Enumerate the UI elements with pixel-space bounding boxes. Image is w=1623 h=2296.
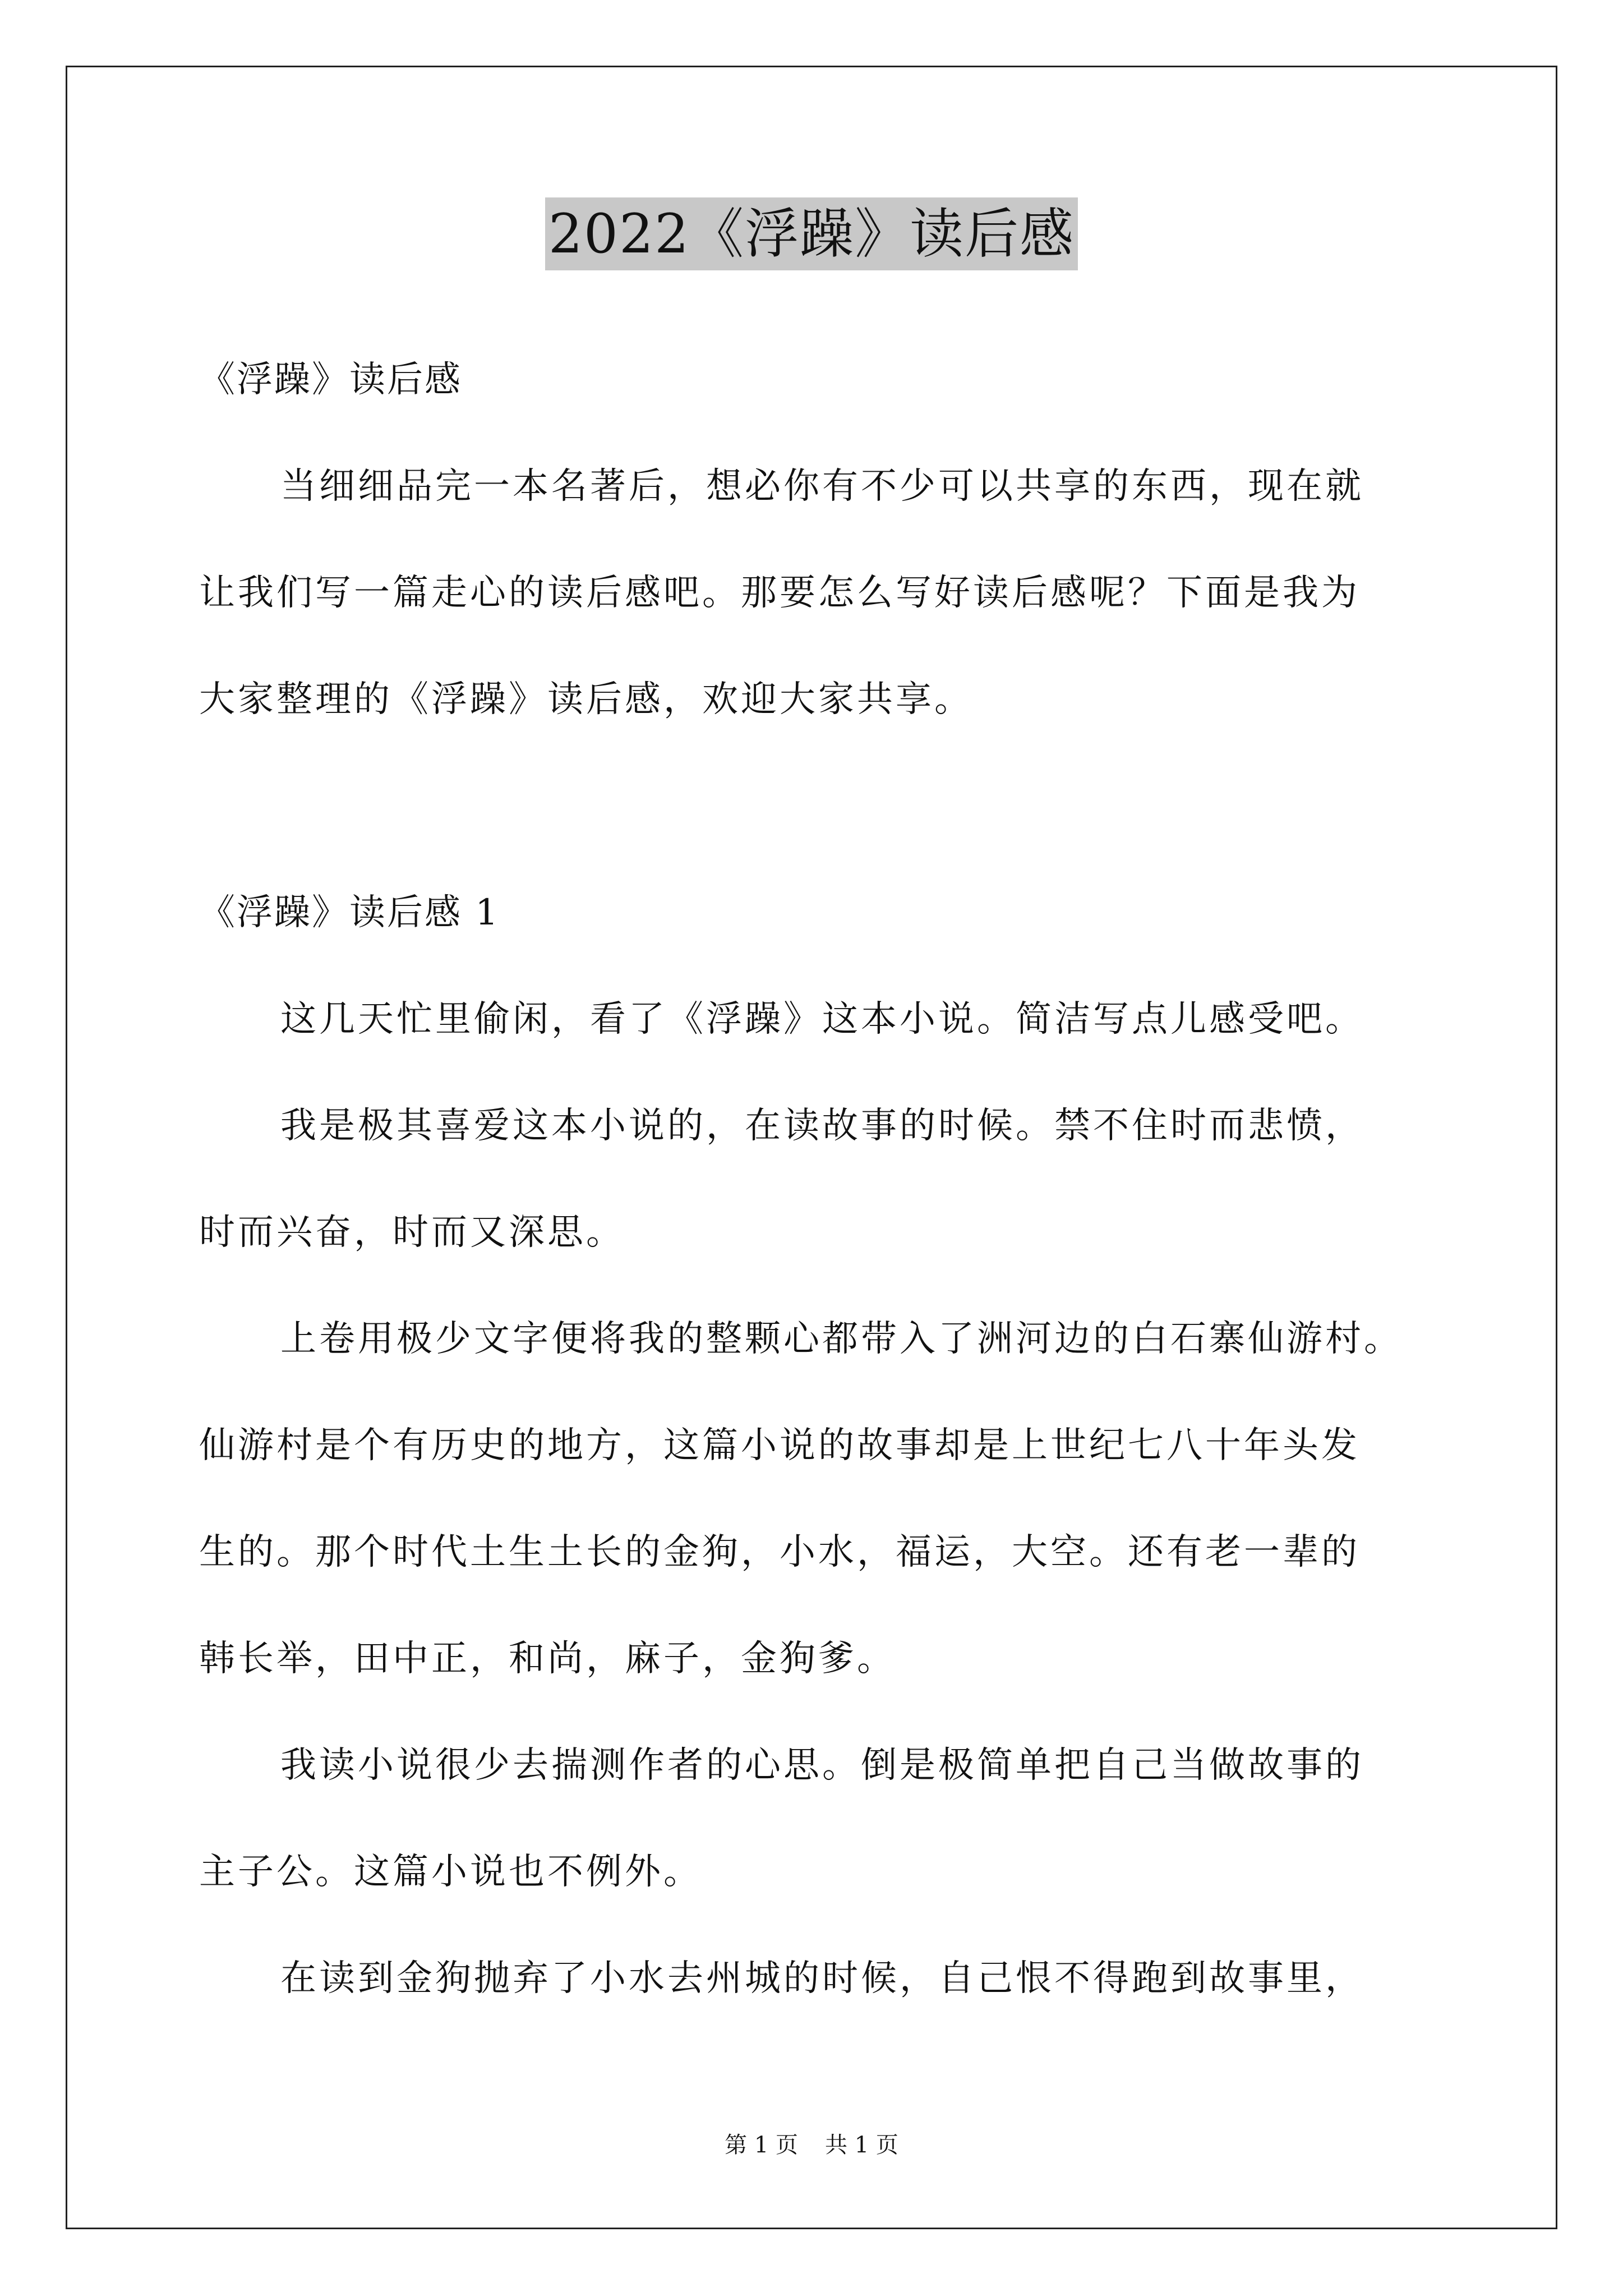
body-line-6: 生的。那个时代土生土长的金狗，小水，福运，大空。还有老一辈的: [199, 1531, 1360, 1573]
intro-line-2: 让我们写一篇走心的读后感吧。那要怎么写好读后感呢？下面是我为: [199, 572, 1360, 614]
body-line-9: 主子公。这篇小说也不例外。: [199, 1851, 702, 1893]
page-number: 第 1 页: [725, 2132, 798, 2158]
subtitle: 《浮躁》读后感: [199, 359, 462, 401]
body-line-4: 上卷用极少文字便将我的整颗心都带入了洲河边的白石寨仙游村。: [280, 1318, 1403, 1360]
body-line-5: 仙游村是个有历史的地方，这篇小说的故事却是上世纪七八十年头发: [199, 1425, 1360, 1466]
page-footer: [0, 2129, 1623, 2161]
body-line-3: 时而兴奋，时而又深思。: [199, 1212, 625, 1253]
page-total: 共 1 页: [825, 2132, 898, 2158]
section-heading: 《浮躁》读后感 1: [199, 892, 500, 933]
intro-line-3: 大家整理的《浮躁》读后感，欢迎大家共享。: [199, 679, 973, 720]
intro-line-1: 当细细品完一本名著后，想必你有不少可以共享的东西，现在就: [280, 466, 1364, 507]
title-container: [0, 197, 1623, 270]
body-line-10: 在读到金狗抛弃了小水去州城的时候，自己恨不得跑到故事里，: [280, 1958, 1364, 1999]
document-title: 2022《浮躁》读后感: [545, 197, 1078, 270]
body-line-2: 我是极其喜爱这本小说的，在读故事的时候。禁不住时而悲愤，: [280, 1105, 1364, 1147]
body-line-8: 我读小说很少去揣测作者的心思。倒是极简单把自己当做故事的: [280, 1745, 1364, 1786]
body-line-1: 这几天忙里偷闲，看了《浮躁》这本小说。简洁写点儿感受吧。: [280, 999, 1364, 1040]
body-line-7: 韩长举，田中正，和尚，麻子，金狗爹。: [199, 1638, 896, 1680]
